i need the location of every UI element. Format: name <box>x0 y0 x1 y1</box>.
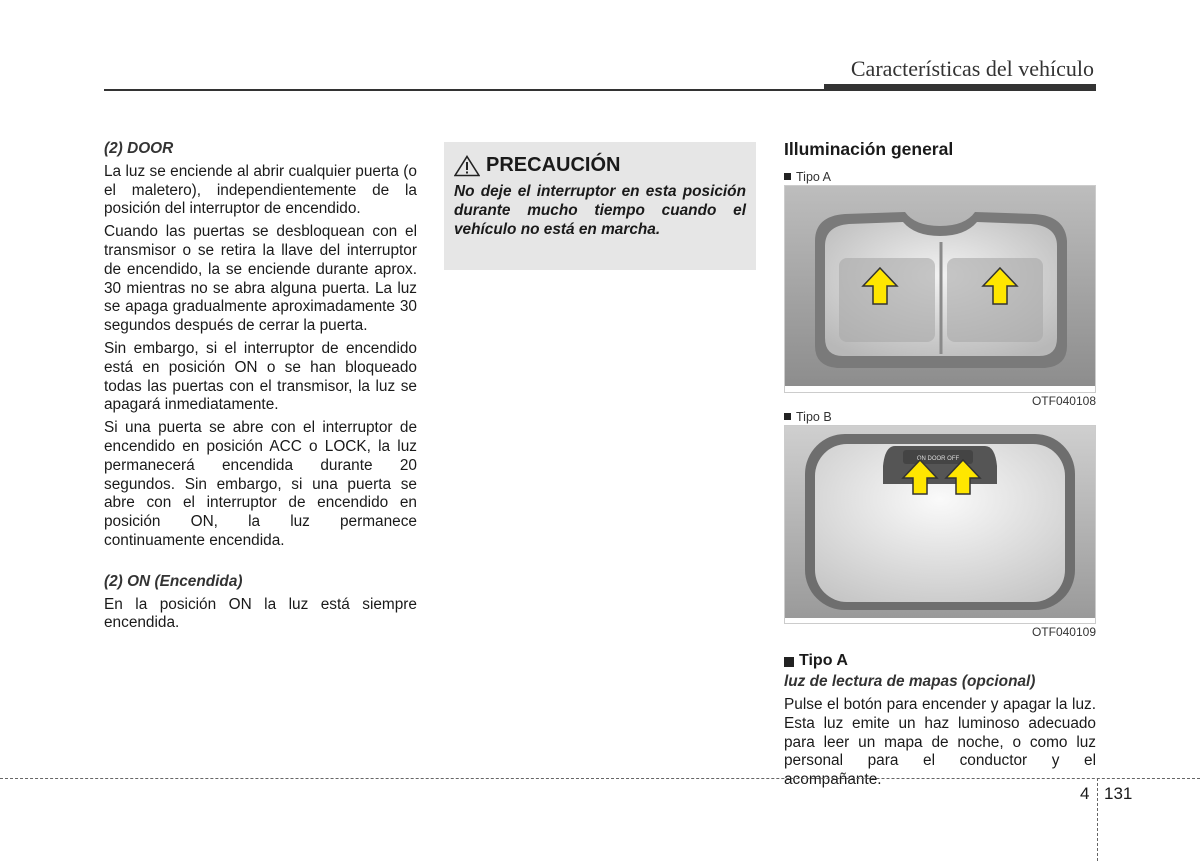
footer-rule <box>0 778 1200 779</box>
map-lamp-type-b-illustration <box>785 426 1095 618</box>
section-title: Illuminación general <box>784 139 954 159</box>
map-lamp-type-a-illustration <box>785 186 1095 386</box>
footer-divider <box>1097 778 1098 861</box>
door-paragraph-1: La luz se enciende al abrir cualquier puerta (o el maletero), independientemente de la posición del interruptor de encendido. <box>104 162 417 218</box>
tipo-a-subheading: luz de lectura de mapas (opcional) <box>784 673 1036 691</box>
figure-a-label: Tipo A <box>784 169 1096 185</box>
caution-text: No deje el interruptor en esta posición durante mucho tiempo cuando el vehículo no está en marcha. <box>454 183 746 238</box>
bullet-square-icon <box>784 173 791 180</box>
tipo-a-text: Pulse el botón para encender y apagar la luz. Esta luz emite un haz luminoso adecuado para leer un mapa de noche, o como luz personal para el conductor y el acompañante. <box>784 695 1096 789</box>
door-paragraph-3: Sin embargo, si el interruptor de encendido está en posición ON o se han bloqueado todas las puertas con el transmisor, la luz se apagará inmediatamente. <box>104 339 417 414</box>
door-paragraph-4: Si una puerta se abre con el interruptor de encendido en posición ACC o LOCK, la luz permanecerá encendida durante 20 segundos. Sin embargo, si una puerta se abre con el interruptor de encendido en posición ON, la luz permanece continuamente encendida. <box>104 419 417 549</box>
switch-label-text: ON DOOR OFF <box>916 455 960 462</box>
caution-box <box>444 142 756 270</box>
figure-a-image <box>784 185 1096 393</box>
bullet-square-icon <box>784 657 794 667</box>
caution-title-row <box>454 154 620 177</box>
warning-icon <box>454 155 480 177</box>
figure-b-code: OTF040109 <box>1031 625 1096 640</box>
header-rule <box>104 89 1096 91</box>
door-paragraph-2: Cuando las puertas se desbloquean con el transmisor o se retira la llave del interruptor de encendido, la se enciende durante aprox. 30 mientras no se abra alguna puerta. La luz se apaga gradualmente aproximadamente 30 segundos después de cerrar la puerta. <box>104 223 417 335</box>
page-number: 131 <box>1104 784 1133 803</box>
door-heading: (2) DOOR <box>104 140 174 157</box>
on-paragraph: En la posición ON la luz está siempre encendida. <box>104 595 417 632</box>
on-heading: (2) ON (Encendida) <box>104 572 243 590</box>
left-column <box>104 140 417 637</box>
figure-a-code: OTF040108 <box>1031 393 1096 408</box>
figure-b-label: Tipo B <box>784 409 1096 425</box>
bullet-square-icon <box>784 413 791 420</box>
right-column <box>784 140 1096 794</box>
chapter-title: Características del vehículo <box>850 56 1094 81</box>
caution-title: PRECAUCIÓN <box>486 154 621 176</box>
figure-b-image <box>784 425 1096 625</box>
tipo-a-heading: Tipo A <box>784 652 1096 671</box>
chapter-number: 4 <box>1080 784 1090 803</box>
